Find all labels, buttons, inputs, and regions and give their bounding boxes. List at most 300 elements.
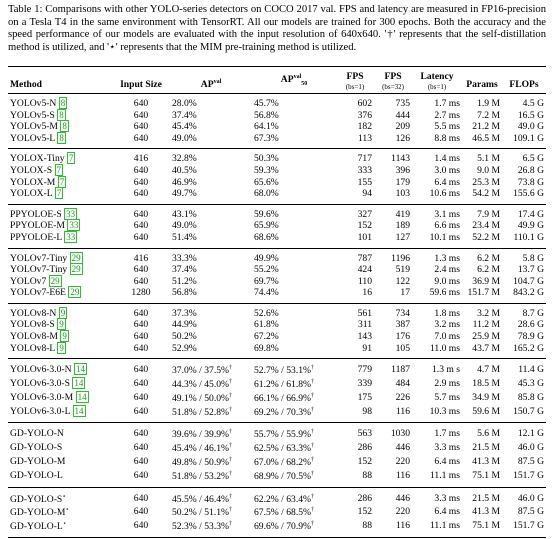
input-size-cell: 640 bbox=[133, 121, 149, 133]
fps-bs32-cell: 116 bbox=[374, 405, 412, 423]
citation-link[interactable]: 7 bbox=[59, 176, 65, 187]
input-size-cell: 640 bbox=[133, 97, 149, 109]
flops-cell: 45.3 G bbox=[517, 378, 544, 390]
fps-bs32-cell: 484 bbox=[395, 378, 410, 390]
table-row bbox=[8, 276, 546, 288]
method-cell: YOLOv7-E6E 29 bbox=[8, 287, 112, 303]
table-row bbox=[8, 177, 546, 189]
ap-cell: 45.4% / 46.1%† bbox=[172, 443, 233, 455]
citation-link[interactable]: 9 bbox=[59, 342, 64, 353]
ap50-cell: 65.9% bbox=[254, 220, 279, 232]
latency-cell: 59.6 ms bbox=[412, 287, 462, 303]
method-cell: GD-YOLO-S⋆ bbox=[10, 493, 66, 505]
table-row bbox=[8, 165, 546, 177]
input-size-cell: 640 bbox=[133, 176, 149, 188]
ap50-cell: 61.2% / 61.8%† bbox=[254, 379, 315, 391]
latency-cell: 5.5 ms bbox=[434, 121, 460, 133]
ap50-cell: 68.6% bbox=[252, 232, 336, 248]
table-row bbox=[8, 519, 546, 537]
params-cell: 36.9 M bbox=[472, 275, 500, 287]
table-caption: Table 1: Comparisons with other YOLO-series detectors on COCO 2017 val. FPS and latency are measured in FP16-precision on a Tesla T4 in the same environment with TensorRT. All our models are trained for 300 epochs. Both the accuracy and the speed performance of our models are evaluated with the input resolution of 640x640. '†' represents that the self-distillation method is utilized, and '⋆' represents that the MIM pre-training method is utilized. bbox=[8, 4, 546, 53]
fps-bs1-cell: 717 bbox=[357, 153, 372, 165]
fps-bs32-cell: 209 bbox=[395, 121, 410, 133]
fps-bs32-cell: 103 bbox=[374, 188, 412, 204]
ap-cell: 37.4% bbox=[172, 109, 197, 121]
header-fps-bs32: FPS (bs=32) bbox=[374, 67, 412, 94]
method-cell: YOLOv5-S 8 bbox=[10, 109, 64, 121]
latency-cell: 3.3 ms bbox=[434, 492, 460, 504]
fps-bs32-cell: 1187 bbox=[391, 364, 410, 376]
flops-cell: 87.5 G bbox=[517, 506, 544, 518]
flops-cell: 17.4 G bbox=[517, 208, 544, 220]
citation-link[interactable]: 9 bbox=[62, 331, 67, 342]
fps-bs32-cell: 226 bbox=[395, 391, 410, 403]
latency-cell: 1.7 ms bbox=[434, 428, 460, 440]
table-row bbox=[8, 377, 546, 391]
flops-cell: 155.6 G bbox=[502, 188, 546, 204]
citation-link[interactable]: 8 bbox=[59, 109, 64, 120]
latency-cell: 2.9 ms bbox=[434, 378, 460, 390]
params-cell: 6.2 M bbox=[477, 264, 500, 276]
latency-cell: 5.7 ms bbox=[434, 391, 460, 403]
fps-bs1-cell: 91 bbox=[336, 343, 374, 359]
flops-cell: 5.8 G bbox=[522, 252, 544, 264]
input-size-cell: 640 bbox=[112, 469, 170, 487]
ap-cell: 49.8% / 50.9%† bbox=[172, 456, 233, 469]
method-cell: YOLOX-L 7 bbox=[8, 188, 112, 204]
fps-bs1-cell: 113 bbox=[336, 133, 374, 149]
flops-cell: 46.0 G bbox=[517, 492, 544, 504]
flops-cell: 843.2 G bbox=[502, 287, 546, 303]
latency-cell: 1.3 m s bbox=[432, 364, 460, 376]
citation-link[interactable]: 7 bbox=[56, 188, 62, 199]
table-row bbox=[8, 220, 546, 232]
fps-bs32-cell: 122 bbox=[395, 275, 410, 287]
params-cell: 1.9 M bbox=[477, 97, 500, 109]
params-cell: 41.3 M bbox=[472, 456, 500, 468]
fps-bs1-cell: 327 bbox=[357, 208, 372, 220]
flops-cell: 12.1 G bbox=[517, 428, 544, 440]
params-cell: 7.2 M bbox=[477, 109, 500, 121]
ap50-cell: 67.2% bbox=[254, 331, 279, 343]
ap-cell: 49.1% / 50.0%† bbox=[172, 392, 233, 404]
table-row bbox=[8, 149, 546, 165]
table-row bbox=[8, 264, 546, 276]
ap50-cell: 69.8% bbox=[252, 343, 336, 359]
ap50-cell: 68.0% bbox=[252, 188, 336, 204]
latency-cell: 6.4 ms bbox=[434, 506, 460, 518]
fps-bs32-cell: 519 bbox=[395, 264, 410, 276]
ap50-cell: 45.7% bbox=[254, 97, 279, 109]
method-cell: YOLOv5-L 8 bbox=[8, 133, 112, 149]
table-row bbox=[8, 204, 546, 220]
fps-bs1-cell: 152 bbox=[357, 220, 372, 232]
fps-bs1-cell: 143 bbox=[357, 331, 372, 343]
fps-bs1-cell: 339 bbox=[357, 378, 372, 390]
params-cell: 52.2 M bbox=[462, 232, 502, 248]
ap50-cell: 74.4% bbox=[252, 287, 336, 303]
ap50-cell: 69.7% bbox=[254, 275, 279, 287]
ap-cell: 28.0% bbox=[172, 97, 197, 109]
ap-cell: 37.3% bbox=[172, 307, 197, 319]
params-cell: 6.2 M bbox=[477, 252, 500, 264]
ap50-cell: 55.2% bbox=[254, 264, 279, 276]
input-size-cell: 640 bbox=[133, 364, 149, 376]
method-cell: YOLOv6-3.0-N 14 bbox=[10, 364, 85, 376]
input-size-cell: 416 bbox=[133, 153, 149, 165]
header-params: Params bbox=[462, 67, 502, 94]
method-cell: GD-YOLO-M bbox=[10, 456, 66, 468]
fps-bs1-cell: 110 bbox=[357, 275, 372, 287]
method-cell: PPYOLOE-S 33 bbox=[10, 208, 76, 220]
latency-cell: 3.0 ms bbox=[434, 164, 460, 176]
table-row bbox=[8, 391, 546, 405]
flops-cell: 11.4 G bbox=[518, 364, 544, 376]
flops-cell: 49.9 G bbox=[517, 220, 544, 232]
fps-bs1-cell: 182 bbox=[357, 121, 372, 133]
header-latency: Latency (bs=1) bbox=[412, 67, 462, 94]
latency-cell: 11.1 ms bbox=[412, 469, 462, 487]
table-row bbox=[8, 359, 546, 377]
latency-cell: 3.2 ms bbox=[434, 319, 460, 331]
params-cell: 151.7 M bbox=[462, 287, 502, 303]
method-cell: GD-YOLO-M⋆ bbox=[10, 507, 70, 519]
method-cell: YOLOv8-L 9 bbox=[8, 343, 112, 359]
ap-cell: 44.9% bbox=[172, 319, 197, 331]
input-size-cell: 640 bbox=[133, 492, 149, 504]
citation-link[interactable]: 29 bbox=[70, 287, 80, 298]
latency-cell: 1.8 ms bbox=[434, 307, 460, 319]
flops-cell: 87.5 G bbox=[517, 456, 544, 468]
flops-cell: 150.7 G bbox=[502, 405, 546, 423]
ap50-cell: 61.8% bbox=[254, 319, 279, 331]
params-cell: 7.9 M bbox=[477, 208, 500, 220]
fps-bs32-cell: 419 bbox=[395, 208, 410, 220]
header-row bbox=[8, 67, 546, 94]
input-size-cell: 1280 bbox=[112, 287, 170, 303]
fps-bs32-cell: 189 bbox=[395, 220, 410, 232]
citation-link[interactable]: 29 bbox=[71, 252, 81, 263]
fps-bs1-cell: 424 bbox=[357, 264, 372, 276]
header-ap: $AP^{val}$ bbox=[170, 67, 252, 94]
ap50-cell: 50.3% bbox=[254, 153, 279, 165]
method-cell: YOLOv7 29 bbox=[10, 275, 60, 287]
citation-link[interactable]: 8 bbox=[62, 121, 67, 132]
input-size-cell: 640 bbox=[133, 109, 149, 121]
ap50-cell: 65.6% bbox=[254, 176, 279, 188]
params-cell: 25.3 M bbox=[472, 176, 500, 188]
ap50-cell: 62.2% / 63.4%† bbox=[254, 493, 315, 505]
header-fps-bs1: FPS (bs=1) bbox=[336, 67, 374, 94]
params-cell: 75.1 M bbox=[462, 469, 502, 487]
flops-cell: 78.9 G bbox=[517, 331, 544, 343]
table-row bbox=[8, 441, 546, 455]
method-cell: YOLOv8-N 9 bbox=[10, 307, 66, 319]
fps-bs32-cell: 220 bbox=[395, 506, 410, 518]
params-cell: 54.2 M bbox=[462, 188, 502, 204]
ap-cell: 52.3% / 53.3%† bbox=[170, 519, 252, 537]
params-cell: 9.0 M bbox=[477, 164, 500, 176]
method-cell: YOLOv6-3.0-L 14 bbox=[8, 405, 112, 423]
input-size-cell: 640 bbox=[133, 164, 149, 176]
table-row bbox=[8, 303, 546, 319]
params-cell: 46.5 M bbox=[462, 133, 502, 149]
ap-cell: 51.8% / 53.2%† bbox=[170, 469, 252, 487]
method-cell: YOLOX-S 7 bbox=[10, 164, 62, 176]
table-row bbox=[8, 505, 546, 519]
input-size-cell: 640 bbox=[133, 307, 149, 319]
ap-cell: 45.5% / 46.4%† bbox=[172, 493, 233, 505]
citation-link[interactable]: 7 bbox=[56, 164, 62, 175]
latency-cell: 10.3 ms bbox=[412, 405, 462, 423]
params-cell: 21.5 M bbox=[472, 442, 500, 454]
fps-bs32-cell: 735 bbox=[395, 97, 410, 109]
input-size-cell: 640 bbox=[112, 133, 170, 149]
fps-bs1-cell: 152 bbox=[357, 506, 372, 518]
method-cell: YOLOv7-Tiny 29 bbox=[10, 252, 81, 264]
method-cell: YOLOv5-N 8 bbox=[10, 97, 66, 109]
comparison-table bbox=[8, 66, 546, 537]
params-cell: 25.9 M bbox=[472, 331, 500, 343]
ap50-cell: 59.6% bbox=[254, 208, 279, 220]
fps-bs1-cell: 376 bbox=[357, 109, 372, 121]
input-size-cell: 640 bbox=[112, 232, 170, 248]
flops-cell: 151.7 G bbox=[502, 519, 546, 537]
citation-link[interactable]: 14 bbox=[77, 391, 87, 402]
citation-link[interactable]: 9 bbox=[59, 319, 64, 330]
ap50-cell: 67.5% / 68.5%† bbox=[254, 507, 315, 519]
table-row bbox=[8, 248, 546, 264]
ap50-cell: 64.1% bbox=[254, 121, 279, 133]
ap-cell: 45.4% bbox=[172, 121, 197, 133]
ap50-cell: 66.1% / 66.9%† bbox=[254, 392, 315, 404]
flops-cell: 26.8 G bbox=[517, 164, 544, 176]
fps-bs32-cell: 17 bbox=[374, 287, 412, 303]
fps-bs32-cell: 220 bbox=[395, 456, 410, 468]
latency-cell: 2.4 ms bbox=[434, 264, 460, 276]
latency-cell: 6.4 ms bbox=[434, 456, 460, 468]
ap-cell: 32.8% bbox=[172, 153, 197, 165]
flops-cell: 28.6 G bbox=[517, 319, 544, 331]
ap-cell: 43.1% bbox=[172, 208, 197, 220]
fps-bs1-cell: 779 bbox=[357, 364, 372, 376]
params-cell: 21.2 M bbox=[472, 121, 500, 133]
fps-bs1-cell: 286 bbox=[357, 442, 372, 454]
method-cell: GD-YOLO-L⋆ bbox=[8, 519, 112, 537]
citation-link[interactable]: 29 bbox=[71, 264, 81, 275]
ap-cell: 37.0% / 37.5%† bbox=[172, 365, 233, 377]
latency-cell: 7.0 ms bbox=[434, 331, 460, 343]
ap50-cell: 62.5% / 63.3%† bbox=[254, 443, 315, 455]
input-size-cell: 416 bbox=[133, 252, 149, 264]
ap-cell: 49.7% bbox=[170, 188, 252, 204]
ap-cell: 37.4% bbox=[172, 264, 197, 276]
fps-bs32-cell: 1030 bbox=[390, 428, 410, 440]
ap50-cell: 69.2% / 70.3%† bbox=[252, 405, 336, 423]
latency-cell: 10.6 ms bbox=[412, 188, 462, 204]
flops-cell: 46.0 G bbox=[517, 442, 544, 454]
ap50-cell: 56.8% bbox=[254, 109, 279, 121]
fps-bs1-cell: 311 bbox=[357, 319, 372, 331]
header-method: Method bbox=[8, 67, 112, 94]
header-flops: FLOPs bbox=[502, 67, 546, 94]
table-row bbox=[8, 405, 546, 423]
input-size-cell: 640 bbox=[133, 220, 149, 232]
fps-bs1-cell: 561 bbox=[357, 307, 372, 319]
method-cell: YOLOX-Tiny 7 bbox=[10, 153, 74, 165]
fps-bs32-cell: 116 bbox=[374, 519, 412, 537]
latency-cell: 10.1 ms bbox=[412, 232, 462, 248]
latency-cell: 6.4 ms bbox=[434, 176, 460, 188]
ap-cell: 51.8% / 52.8%† bbox=[170, 405, 252, 423]
input-size-cell: 640 bbox=[112, 519, 170, 537]
citation-link[interactable]: 14 bbox=[74, 405, 84, 416]
method-cell: YOLOX-M 7 bbox=[10, 176, 65, 188]
method-cell: GD-YOLO-S bbox=[10, 442, 63, 454]
ap-cell: 50.2% bbox=[172, 331, 197, 343]
fps-bs1-cell: 88 bbox=[336, 519, 374, 537]
citation-link[interactable]: 33 bbox=[66, 231, 76, 242]
table-row bbox=[8, 133, 546, 149]
citation-link[interactable]: 7 bbox=[68, 153, 74, 164]
method-cell: YOLOv5-M 8 bbox=[10, 121, 67, 133]
method-cell: PPYOLOE-L 33 bbox=[8, 232, 112, 248]
ap-cell: 39.6% / 39.9%† bbox=[172, 429, 233, 441]
params-cell: 23.4 M bbox=[472, 220, 500, 232]
flops-cell: 16.5 G bbox=[517, 109, 544, 121]
input-size-cell: 640 bbox=[133, 506, 149, 518]
fps-bs32-cell: 446 bbox=[395, 442, 410, 454]
fps-bs32-cell: 1143 bbox=[391, 153, 410, 165]
ap-cell: 46.9% bbox=[172, 176, 197, 188]
header-ap50: $AP^{val}_{50}$ bbox=[252, 67, 336, 94]
fps-bs1-cell: 286 bbox=[357, 492, 372, 504]
table-row bbox=[8, 188, 546, 204]
input-size-cell: 640 bbox=[133, 331, 149, 343]
fps-bs1-cell: 94 bbox=[336, 188, 374, 204]
table-row bbox=[8, 287, 546, 303]
params-cell: 18.5 M bbox=[472, 378, 500, 390]
fps-bs32-cell: 444 bbox=[395, 109, 410, 121]
latency-cell: 6.6 ms bbox=[434, 220, 460, 232]
ap50-cell: 49.9% bbox=[254, 252, 279, 264]
flops-cell: 109.1 G bbox=[502, 133, 546, 149]
fps-bs32-cell: 127 bbox=[374, 232, 412, 248]
fps-bs32-cell: 179 bbox=[395, 176, 410, 188]
method-cell: YOLOv8-M 9 bbox=[10, 331, 67, 343]
ap-cell: 33.3% bbox=[172, 252, 197, 264]
flops-cell: 151.7 G bbox=[502, 469, 546, 487]
params-cell: 4.7 M bbox=[477, 364, 500, 376]
fps-bs1-cell: 155 bbox=[357, 176, 372, 188]
input-size-cell: 640 bbox=[133, 378, 149, 390]
flops-cell: 13.7 G bbox=[517, 264, 544, 276]
fps-bs32-cell: 446 bbox=[395, 492, 410, 504]
ap50-cell: 69.6% / 70.9%† bbox=[252, 519, 336, 537]
ap50-cell: 59.3% bbox=[254, 164, 279, 176]
flops-cell: 85.8 G bbox=[517, 391, 544, 403]
fps-bs1-cell: 101 bbox=[336, 232, 374, 248]
ap-cell: 44.3% / 45.0%† bbox=[172, 379, 233, 391]
fps-bs32-cell: 396 bbox=[395, 164, 410, 176]
method-cell: GD-YOLO-N bbox=[10, 428, 64, 440]
fps-bs32-cell: 176 bbox=[395, 331, 410, 343]
latency-cell: 1.3 ms bbox=[434, 252, 460, 264]
latency-cell: 8.8 ms bbox=[412, 133, 462, 149]
latency-cell: 3.1 ms bbox=[434, 208, 460, 220]
fps-bs32-cell: 734 bbox=[395, 307, 410, 319]
citation-link[interactable]: 33 bbox=[69, 220, 79, 231]
ap50-cell: 67.0% / 68.2%† bbox=[254, 456, 315, 469]
fps-bs1-cell: 563 bbox=[357, 428, 372, 440]
input-size-cell: 640 bbox=[112, 188, 170, 204]
table-row bbox=[8, 93, 546, 109]
input-size-cell: 640 bbox=[133, 275, 149, 287]
fps-bs32-cell: 105 bbox=[374, 343, 412, 359]
input-size-cell: 640 bbox=[112, 405, 170, 423]
citation-link[interactable]: 8 bbox=[59, 132, 64, 143]
input-size-cell: 640 bbox=[133, 456, 149, 468]
citation-link[interactable]: 14 bbox=[74, 378, 84, 389]
params-cell: 21.5 M bbox=[472, 492, 500, 504]
fps-bs1-cell: 333 bbox=[357, 164, 372, 176]
params-cell: 5.1 M bbox=[477, 153, 500, 165]
latency-cell: 1.7 ms bbox=[434, 97, 460, 109]
fps-bs32-cell: 116 bbox=[374, 469, 412, 487]
table-row bbox=[8, 455, 546, 469]
ap50-cell: 52.7% / 53.1%† bbox=[254, 365, 315, 377]
citation-link[interactable]: 9 bbox=[60, 307, 66, 318]
method-cell: PPYOLOE-M 33 bbox=[10, 220, 79, 232]
citation-link[interactable]: 33 bbox=[66, 208, 76, 219]
table-row bbox=[8, 121, 546, 133]
ap-cell: 51.2% bbox=[172, 275, 197, 287]
table-row bbox=[8, 469, 546, 487]
method-cell: YOLOv6-3.0-S 14 bbox=[10, 378, 84, 390]
flops-cell: 4.5 G bbox=[522, 97, 544, 109]
ap-cell: 40.5% bbox=[172, 164, 197, 176]
ap-cell: 50.2% / 51.1%† bbox=[172, 507, 233, 519]
method-cell: YOLOv7-Tiny 29 bbox=[10, 264, 81, 276]
flops-cell: 73.8 G bbox=[517, 176, 544, 188]
flops-cell: 49.0 G bbox=[517, 121, 544, 133]
flops-cell: 6.5 G bbox=[522, 153, 544, 165]
fps-bs1-cell: 787 bbox=[357, 252, 372, 264]
table-row bbox=[8, 319, 546, 331]
citation-link[interactable]: 29 bbox=[50, 275, 60, 286]
ap50-cell: 67.3% bbox=[252, 133, 336, 149]
fps-bs1-cell: 88 bbox=[336, 469, 374, 487]
header-input-size: Input Size bbox=[112, 67, 170, 94]
input-size-cell: 640 bbox=[133, 208, 149, 220]
fps-bs32-cell: 126 bbox=[374, 133, 412, 149]
method-cell: GD-YOLO-L bbox=[8, 469, 112, 487]
method-cell: YOLOv6-3.0-M 14 bbox=[10, 391, 87, 403]
flops-cell: 104.7 G bbox=[513, 275, 544, 287]
table-row bbox=[8, 343, 546, 359]
citation-link[interactable]: 14 bbox=[75, 364, 85, 375]
citation-link[interactable]: 8 bbox=[60, 97, 66, 108]
table-row bbox=[8, 110, 546, 122]
table-row bbox=[8, 487, 546, 505]
latency-cell: 11.1 ms bbox=[412, 519, 462, 537]
params-cell: 75.1 M bbox=[462, 519, 502, 537]
input-size-cell: 640 bbox=[133, 319, 149, 331]
ap50-cell: 68.9% / 70.5%† bbox=[252, 469, 336, 487]
input-size-cell: 640 bbox=[133, 428, 149, 440]
latency-cell: 1.4 ms bbox=[434, 153, 460, 165]
params-cell: 43.7 M bbox=[462, 343, 502, 359]
